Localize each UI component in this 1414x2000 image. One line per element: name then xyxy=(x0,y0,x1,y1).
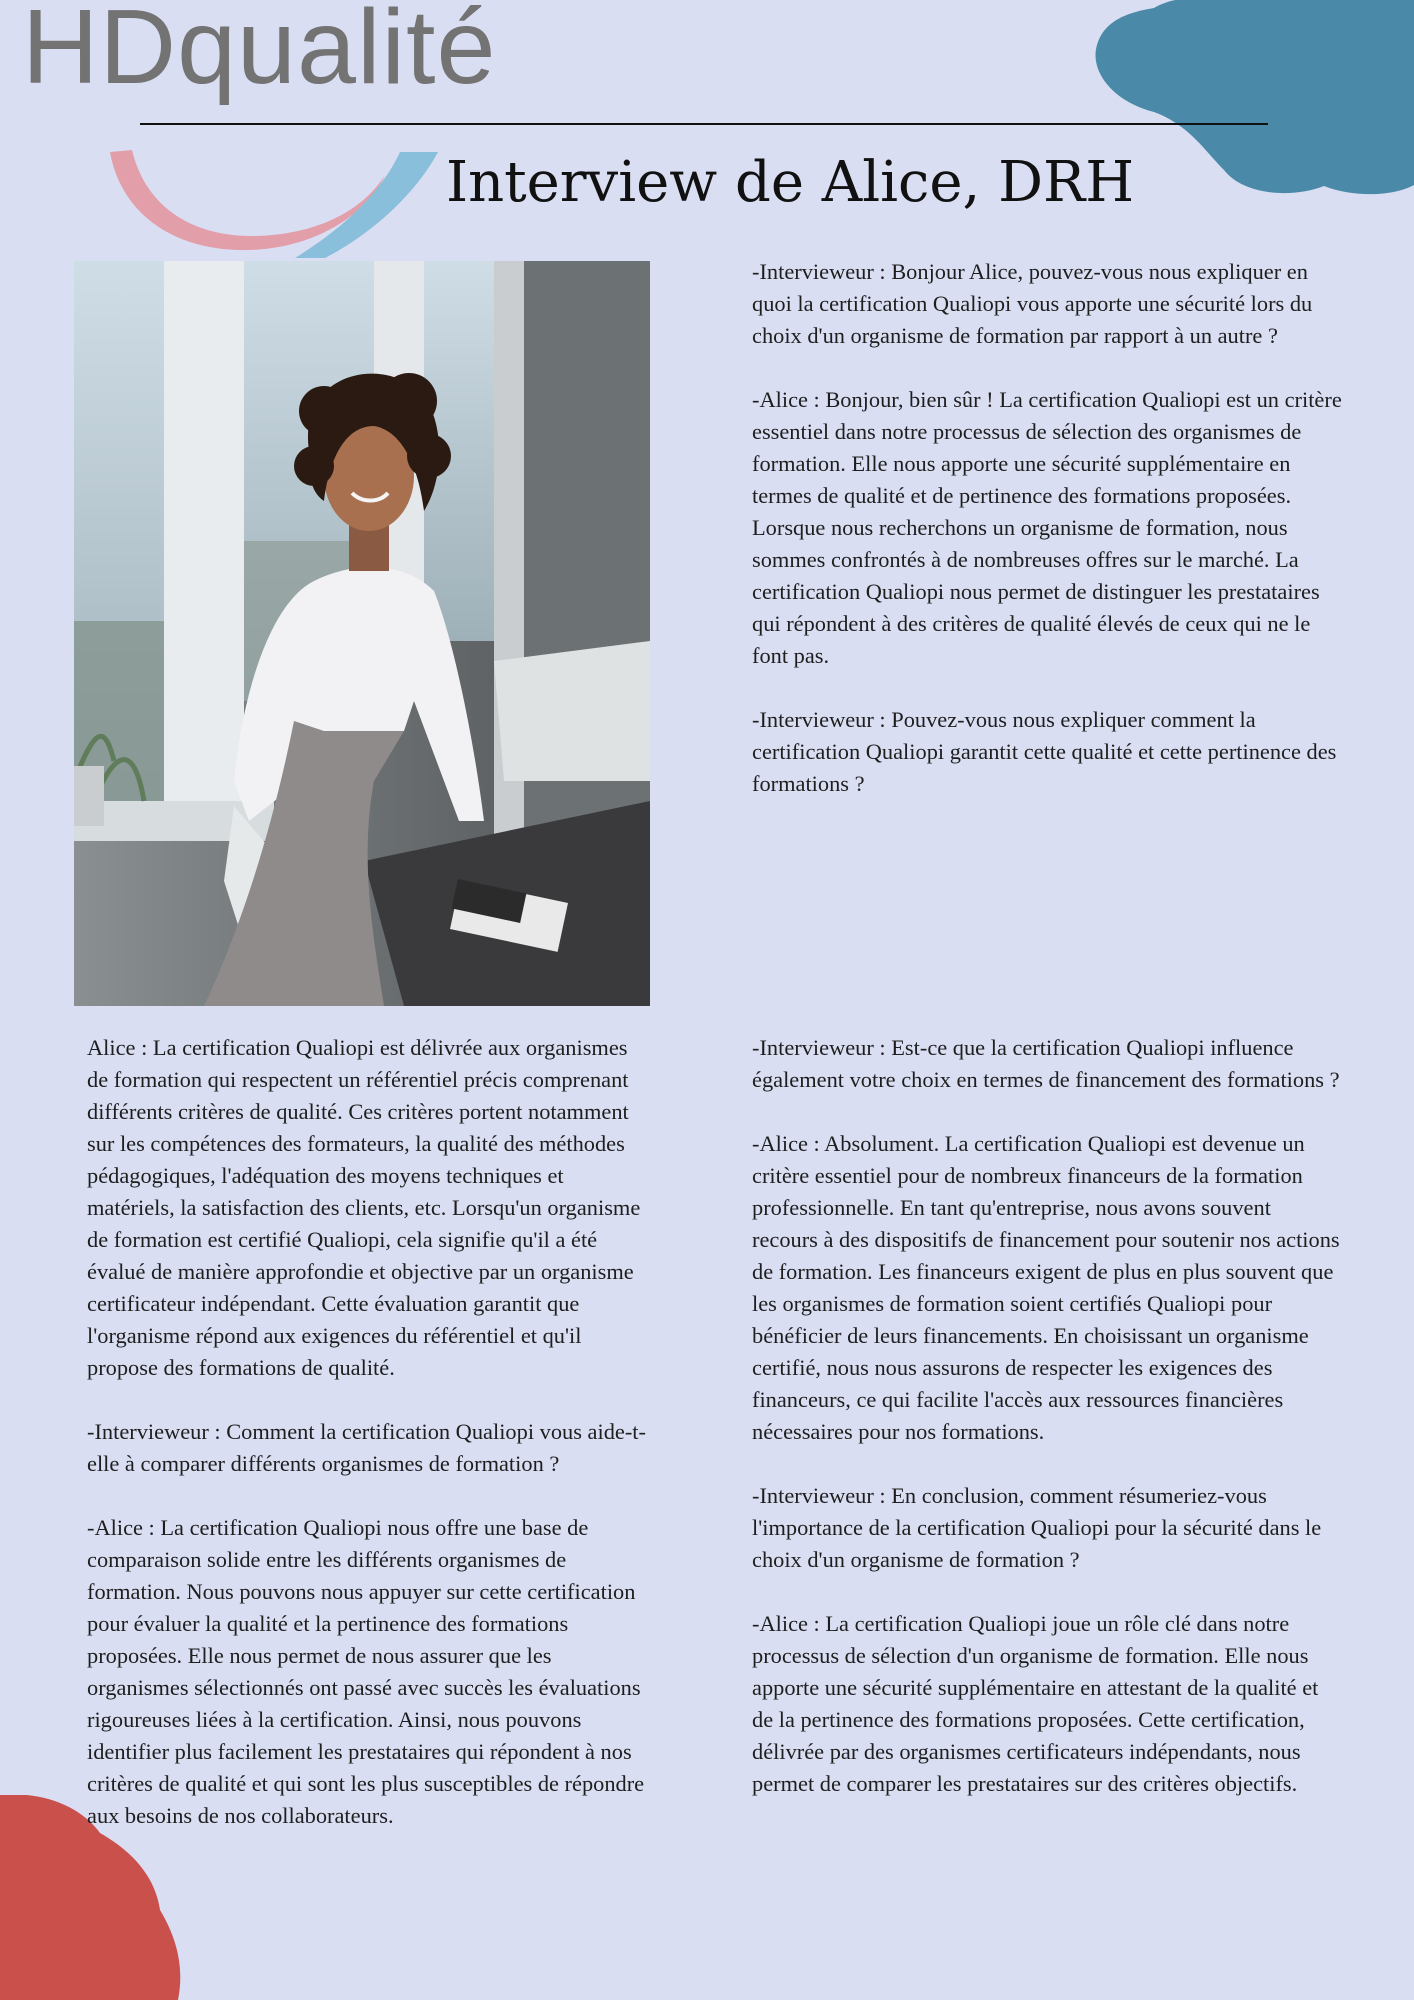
logo-wordmark: HDqualité xyxy=(22,0,497,106)
interview-column-bottom-right xyxy=(752,1032,1342,1800)
interview-paragraph: -Intervieweur : Bonjour Alice, pouvez-vous nous expliquer en quoi la certification Qualiopi vous apporte une sécurité lors du choix d'un organisme de formation par rapport à un autre ? xyxy=(752,259,1313,348)
interview-paragraph: -Alice : La certification Qualiopi nous offre une base de comparaison solide entre les différents organismes de formation. Nous pouvons nous appuyer sur cette certification pour évaluer la qualité et la pertinence des formations proposées. Elle nous permet de nous assurer que les organismes sélectionnés ont passé avec succès les évaluations rigoureuses liées à la certification. Ainsi, nous pouvons identifier plus facilement les prestataires qui répondent à nos critères de qualité et qui sont les plus susceptibles de répondre aux besoins de nos collaborateurs. xyxy=(87,1515,645,1828)
page-title: Interview de Alice, DRH xyxy=(445,150,1135,215)
interview-paragraph: -Intervieweur : Comment la certification Qualiopi vous aide-t-elle à comparer différents organismes de formation ? xyxy=(87,1419,646,1476)
interview-paragraph: Alice : La certification Qualiopi est délivrée aux organismes de formation qui respectent un référentiel précis comprenant différents critères de qualité. Ces critères portent notamment sur les compétences des formateurs, la qualité des méthodes pédagogiques, l'adéquation des moyens techniques et matériels, la satisfaction des clients, etc. Lorsqu'un organisme de formation est certifié Qualiopi, cela signifie qu'il a été évalué de manière approfondie et objective par un organisme certificateur indépendant. Cette évaluation garantit que l'organisme répond aux exigences du référentiel et qu'il propose des formations de qualité. xyxy=(87,1035,641,1380)
interview-paragraph: -Intervieweur : En conclusion, comment résumeriez-vous l'importance de la certification Qualiopi pour la sécurité dans le choix d'un organisme de formation ? xyxy=(752,1483,1322,1572)
title-divider xyxy=(140,123,1268,125)
interview-paragraph: -Alice : Bonjour, bien sûr ! La certification Qualiopi est un critère essentiel dans notre processus de sélection des organismes de formation. Elle nous apporte une sécurité supplémentaire en termes de qualité et de pertinence des formations proposées. Lorsque nous recherchons un organisme de formation, nous sommes confrontés à de nombreuses offres sur le marché. La certification Qualiopi nous permet de distinguer les prestataires qui répondent à des critères de qualité élevés de ceux qui ne le font pas. xyxy=(752,387,1342,668)
interview-paragraph: -Intervieweur : Pouvez-vous nous expliquer comment la certification Qualiopi garantit cette qualité et cette pertinence des formations ? xyxy=(752,707,1337,796)
interview-paragraph: -Intervieweur : Est-ce que la certification Qualiopi influence également votre choix en termes de financement des formations ? xyxy=(752,1035,1340,1092)
portrait-photo-illustration xyxy=(74,261,650,1006)
interview-column-top-right xyxy=(752,256,1342,800)
interview-paragraph: -Alice : Absolument. La certification Qualiopi est devenue un critère essentiel pour de nombreux financeurs de la formation professionnelle. En tant qu'entreprise, nous avons souvent recours à des dispositifs de financement pour soutenir nos actions de formation. Les financeurs exigent de plus en plus souvent que les organismes de formation soient certifiés Qualiopi pour bénéficier de leurs financements. En choisissant un organisme certifié, nous nous assurons de respecter les exigences des financeurs, ce qui facilite l'accès aux ressources financières nécessaires pour nos formations. xyxy=(752,1131,1340,1444)
interview-paragraph: -Alice : La certification Qualiopi joue un rôle clé dans notre processus de sélection d'un organisme de formation. Elle nous apporte une sécurité supplémentaire en attestant de la qualité et de la pertinence des formations proposées. Cette certification, délivrée par des organismes certificateurs indépendants, nous permet de comparer les prestataires sur des critères objectifs. xyxy=(752,1611,1319,1796)
interview-column-bottom-left xyxy=(87,1032,647,1832)
portrait-photo xyxy=(74,261,650,1006)
